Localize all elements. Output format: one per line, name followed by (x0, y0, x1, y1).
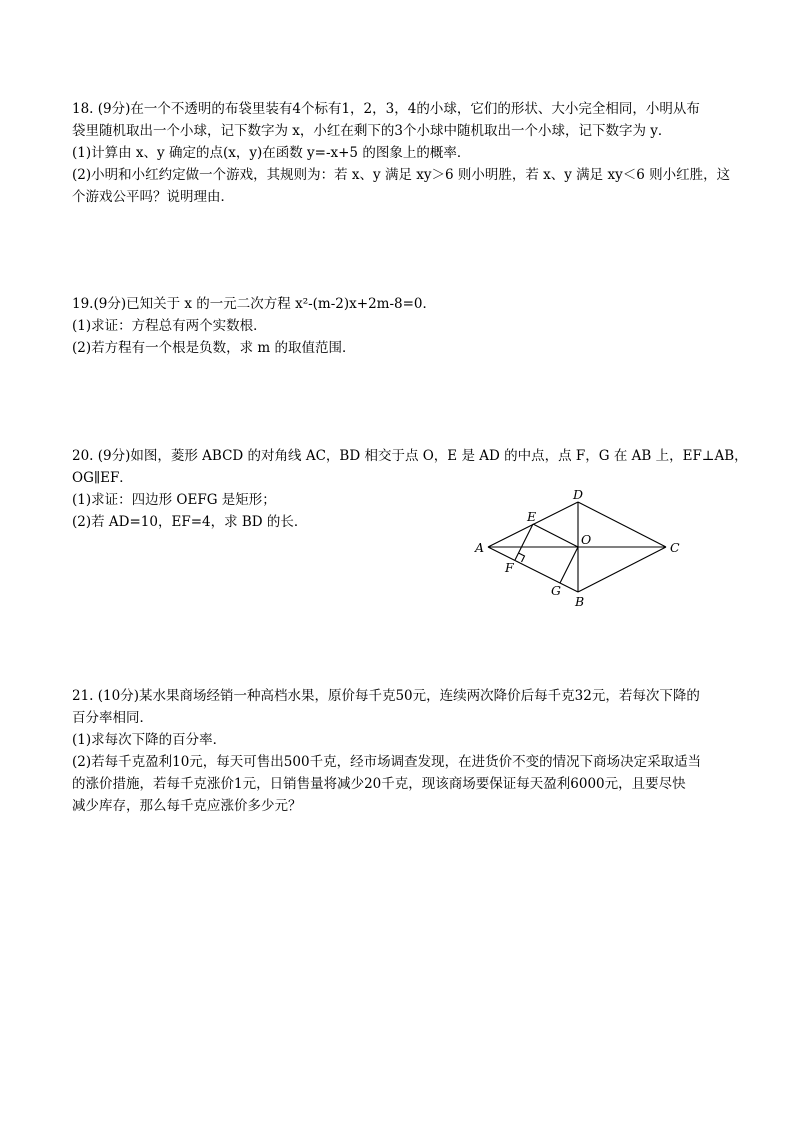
label-a: A (475, 540, 485, 555)
label-b: B (575, 594, 585, 609)
problem-18 (72, 98, 731, 208)
segment-cb (578, 547, 666, 592)
problem-20-line-3: (1)求证：四边形 OEFG 是矩形； (72, 492, 276, 508)
right-angle-mark (519, 553, 525, 562)
segment-eo (533, 524, 578, 547)
problem-20-line-2: OG∥EF． (72, 470, 133, 486)
problem-18-line-3: (1)计算由 x、y 确定的点(x，y)在函数 y=-x+5 的图象上的概率． (72, 145, 471, 161)
problem-21-line-4: (2)若每千克盈利10元，每天可售出500千克，经市场调查发现，在进货价不变的情况下商场决定采取适当 (72, 754, 702, 770)
problem-21-line-6: 减少库存，那么每千克应涨价多少元？ (72, 798, 302, 814)
problem-20-line-4: (2)若 AD=10，EF=4，求 BD 的长． (72, 514, 308, 530)
problem-19-line-3: (2)若方程有一个根是负数，求 m 的取值范围． (72, 340, 356, 356)
problem-18-line-5: 个游戏公平吗？说明理由． (72, 189, 234, 205)
problem-19-line-1: 19.(9分)已知关于 x 的一元二次方程 x²-(m-2)x+2m-8=0． (72, 296, 437, 312)
problem-21 (72, 685, 728, 817)
label-g: G (551, 583, 561, 598)
label-c: C (670, 540, 680, 555)
label-d: D (573, 487, 584, 502)
label-o: O (581, 532, 592, 547)
problem-21-line-1: 21. (10分)某水果商场经销一种高档水果，原价每千克50元，连续两次降价后每千克32元，若每次下降的 (72, 688, 700, 704)
rhombus-figure (470, 484, 690, 610)
problem-20-line-1: 20. (9分)如图，菱形 ABCD 的对角线 AC，BD 相交于点 O，E 是 AD 的中点，点 F，G 在 AB 上，EF⊥AB， (72, 448, 748, 464)
problem-21-line-3: (1)求每次下降的百分率． (72, 732, 227, 748)
label-e: E (527, 509, 537, 524)
problem-21-line-5: 的涨价措施，若每千克涨价1元，日销售量将减少20千克，现该商场要保证每天盈利6000元，且要尽快 (72, 776, 686, 792)
problem-19 (72, 293, 728, 359)
problem-18-line-4: (2)小明和小红约定做一个游戏，其规则为：若 x、y 满足 xy＞6 则小明胜，若 x、y 满足 xy＜6 则小红胜，这 (72, 167, 731, 183)
segment-ba (488, 547, 578, 592)
problem-18-line-1: 18. (9分)在一个不透明的布袋里装有4个标有1，2，3，4的小球，它们的形状、大小完全相同，小明从布 (72, 101, 700, 117)
problem-21-line-2: 百分率相同． (72, 710, 153, 726)
segment-og (560, 547, 578, 583)
problem-18-line-2: 袋里随机取出一个小球，记下数字为 x，小红在剩下的3个小球中随机取出一个小球，记下数字为 y． (72, 123, 672, 139)
problem-19-line-2: (1)求证：方程总有两个实数根． (72, 318, 267, 334)
label-f: F (505, 560, 514, 575)
